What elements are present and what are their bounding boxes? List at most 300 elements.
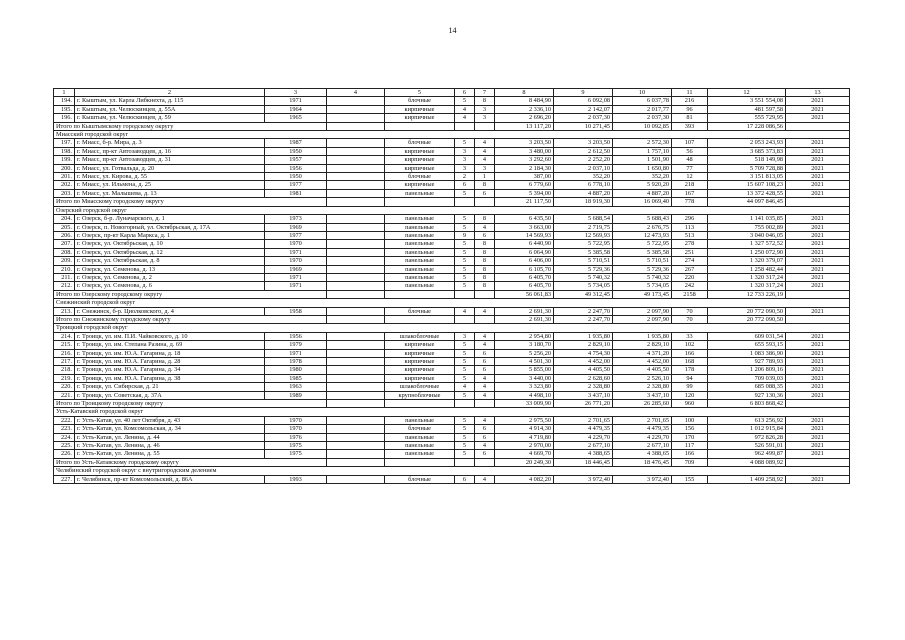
wall-material-cell: кирпичные xyxy=(385,105,455,113)
table-row xyxy=(54,341,850,349)
wall-material-cell: панельные xyxy=(385,416,455,424)
living-area-cell: 2 829,10 xyxy=(554,341,613,349)
district-heading-row xyxy=(54,206,850,214)
wall-material-cell: кирпичные xyxy=(385,349,455,357)
blank-cell xyxy=(385,198,455,206)
entrances-cell: 3 xyxy=(475,164,495,172)
entrances-cell: 4 xyxy=(475,341,495,349)
wall-material-cell: панельные xyxy=(385,442,455,450)
total-area-cell: 4 082,20 xyxy=(495,475,554,483)
table-row xyxy=(54,450,850,458)
residential-area-cell: 5 729,36 xyxy=(613,265,672,273)
year-plan-cell: 2021 xyxy=(786,282,850,290)
living-area-cell: 2 037,30 xyxy=(554,114,613,122)
cost-cell: 3 040 046,05 xyxy=(708,231,786,239)
floors-cell: 5 xyxy=(455,223,475,231)
blank-cell xyxy=(327,458,385,466)
residents-cell: 117 xyxy=(672,442,708,450)
address-cell: г. Усть-Катав, ул. Ленина, д. 44 xyxy=(75,433,265,441)
total-area-cell: 14 569,93 xyxy=(495,231,554,239)
living-area-cell: 3 437,10 xyxy=(554,391,613,399)
cost-cell: 5 709 728,88 xyxy=(708,164,786,172)
residential-area-cell: 6 037,78 xyxy=(613,97,672,105)
year-cell: 1971 xyxy=(265,282,327,290)
total-area-cell: 3 440,00 xyxy=(495,374,554,382)
subtotal-label: Итого по Снежинскому городскому округу xyxy=(54,315,327,323)
floors-cell: 5 xyxy=(455,374,475,382)
district-heading-row xyxy=(54,324,850,332)
total-area-cell: 6 105,70 xyxy=(495,265,554,273)
cost-cell: 12 733 226,19 xyxy=(708,290,786,298)
cost-cell: 1 320 379,07 xyxy=(708,257,786,265)
year-plan-cell: 2021 xyxy=(786,391,850,399)
row-number-cell: 216. xyxy=(54,349,75,357)
total-area-cell: 13 117,20 xyxy=(495,122,554,130)
residents-cell: 12 xyxy=(672,173,708,181)
table-row xyxy=(54,332,850,340)
address-cell: г. Троицк, ул. Советская, д. 37А xyxy=(75,391,265,399)
floors-cell: 5 xyxy=(455,391,475,399)
district-heading: Снежинский городской округ xyxy=(54,299,850,307)
address-cell: г. Троицк, ул. им. Ю.А. Гагарина, д. 38 xyxy=(75,374,265,382)
year-cell: 1969 xyxy=(265,265,327,273)
total-area-cell: 2 696,20 xyxy=(495,114,554,122)
residents-cell: 166 xyxy=(672,349,708,357)
wall-material-cell: кирпичные xyxy=(385,164,455,172)
table-row xyxy=(54,257,850,265)
wall-material-cell: панельные xyxy=(385,282,455,290)
living-area-cell: 5 740,32 xyxy=(554,273,613,281)
cost-cell: 3 151 813,05 xyxy=(708,173,786,181)
row-number-cell: 196. xyxy=(54,114,75,122)
residential-area-cell: 5 920,20 xyxy=(613,181,672,189)
floors-cell: 5 xyxy=(455,257,475,265)
residents-cell: 296 xyxy=(672,215,708,223)
total-area-cell: 4 501,30 xyxy=(495,358,554,366)
total-area-cell: 6 440,90 xyxy=(495,240,554,248)
residents-cell: 267 xyxy=(672,265,708,273)
wall-material-cell: кирпичные xyxy=(385,374,455,382)
residential-area-cell: 4 479,35 xyxy=(613,425,672,433)
table-row xyxy=(54,223,850,231)
entrances-cell: 4 xyxy=(475,475,495,483)
wall-material-cell: панельные xyxy=(385,265,455,273)
subtotal-row xyxy=(54,198,850,206)
entrances-cell: 6 xyxy=(475,366,495,374)
floors-cell: 5 xyxy=(455,215,475,223)
blank-cell xyxy=(385,290,455,298)
floors-cell: 4 xyxy=(455,114,475,122)
year-cell: 1963 xyxy=(265,383,327,391)
total-area-cell: 387,00 xyxy=(495,173,554,181)
entrances-cell: 4 xyxy=(475,307,495,315)
blank-cell xyxy=(327,442,385,450)
entrances-cell: 8 xyxy=(475,215,495,223)
subtotal-row xyxy=(54,315,850,323)
floors-cell: 5 xyxy=(455,358,475,366)
column-header-cell: 12 xyxy=(708,89,786,97)
row-number-cell: 222. xyxy=(54,416,75,424)
residents-cell: 96 xyxy=(672,105,708,113)
year-cell: 1976 xyxy=(265,433,327,441)
table-row xyxy=(54,215,850,223)
table-row xyxy=(54,265,850,273)
entrances-cell: 6 xyxy=(475,433,495,441)
address-cell: г. Троицк, ул. им. П.И. Чайковского, д. 10 xyxy=(75,332,265,340)
year-cell: 1977 xyxy=(265,181,327,189)
cost-cell: 526 591,01 xyxy=(708,442,786,450)
row-number-cell: 195. xyxy=(54,105,75,113)
wall-material-cell: кирпичные xyxy=(385,181,455,189)
district-heading-row xyxy=(54,467,850,475)
table-row xyxy=(54,433,850,441)
blank-cell xyxy=(327,198,385,206)
year-plan-cell xyxy=(786,198,850,206)
year-plan-cell: 2021 xyxy=(786,442,850,450)
residents-cell: 113 xyxy=(672,223,708,231)
year-cell: 1956 xyxy=(265,164,327,172)
address-cell: г. Кыштым, ул. Челюскинцев, д. 55А xyxy=(75,105,265,113)
year-cell: 1971 xyxy=(265,349,327,357)
living-area-cell: 3 203,50 xyxy=(554,139,613,147)
living-area-cell: 5 722,95 xyxy=(554,240,613,248)
blank-cell xyxy=(385,458,455,466)
cost-cell: 927 789,93 xyxy=(708,358,786,366)
table-row xyxy=(54,475,850,483)
residents-cell: 178 xyxy=(672,366,708,374)
total-area-cell: 2 975,50 xyxy=(495,416,554,424)
total-area-cell: 2 691,30 xyxy=(495,307,554,315)
wall-material-cell: кирпичные xyxy=(385,114,455,122)
floors-cell: 3 xyxy=(455,332,475,340)
table-row xyxy=(54,139,850,147)
residential-area-cell: 2 701,65 xyxy=(613,416,672,424)
residents-cell: 170 xyxy=(672,433,708,441)
blank-cell xyxy=(327,366,385,374)
total-area-cell: 4 719,80 xyxy=(495,433,554,441)
wall-material-cell: кирпичные xyxy=(385,156,455,164)
residents-cell: 56 xyxy=(672,147,708,155)
floors-cell: 5 xyxy=(455,433,475,441)
blank-cell xyxy=(455,290,475,298)
entrances-cell: 1 xyxy=(475,173,495,181)
residential-area-cell: 4 388,65 xyxy=(613,450,672,458)
cost-cell: 685 088,35 xyxy=(708,383,786,391)
row-number-cell: 225. xyxy=(54,442,75,450)
wall-material-cell: кирпичные xyxy=(385,341,455,349)
address-cell: г. Миасс, ул. Малышева, д. 13 xyxy=(75,189,265,197)
blank-cell xyxy=(327,416,385,424)
year-plan-cell: 2021 xyxy=(786,425,850,433)
address-cell: г. Усть-Катав, ул. Ленина, д. 46 xyxy=(75,442,265,450)
residents-cell: 513 xyxy=(672,231,708,239)
cost-cell: 1 141 035,85 xyxy=(708,215,786,223)
year-plan-cell: 2021 xyxy=(786,181,850,189)
total-area-cell: 21 117,50 xyxy=(495,198,554,206)
blank-cell xyxy=(455,122,475,130)
blank-cell xyxy=(327,147,385,155)
column-header-cell: 11 xyxy=(672,89,708,97)
entrances-cell: 4 xyxy=(475,332,495,340)
blank-cell xyxy=(327,374,385,382)
floors-cell: 5 xyxy=(455,450,475,458)
address-cell: г. Озерск, ул. Октябрьская, д. 10 xyxy=(75,240,265,248)
table-row xyxy=(54,416,850,424)
residential-area-cell: 1 757,10 xyxy=(613,147,672,155)
cost-cell: 1 320 317,24 xyxy=(708,273,786,281)
residential-area-cell: 2 097,90 xyxy=(613,315,672,323)
table-row xyxy=(54,366,850,374)
living-area-cell: 2 247,70 xyxy=(554,307,613,315)
living-area-cell: 2 628,60 xyxy=(554,374,613,382)
entrances-cell: 4 xyxy=(475,442,495,450)
table-row xyxy=(54,164,850,172)
total-area-cell: 3 292,60 xyxy=(495,156,554,164)
year-cell: 1964 xyxy=(265,105,327,113)
address-cell: г. Озерск, ул. Семенова, д. 2 xyxy=(75,273,265,281)
cost-cell: 13 372 428,55 xyxy=(708,189,786,197)
residential-area-cell: 12 473,93 xyxy=(613,231,672,239)
row-number-cell: 227. xyxy=(54,475,75,483)
blank-cell xyxy=(327,240,385,248)
living-area-cell: 6 092,08 xyxy=(554,97,613,105)
residents-cell: 393 xyxy=(672,122,708,130)
year-cell: 1975 xyxy=(265,442,327,450)
blank-cell xyxy=(475,400,495,408)
entrances-cell: 6 xyxy=(475,349,495,357)
residential-area-cell: 3 972,40 xyxy=(613,475,672,483)
residential-area-cell: 2 017,77 xyxy=(613,105,672,113)
residents-cell: 278 xyxy=(672,240,708,248)
cost-cell: 962 499,87 xyxy=(708,450,786,458)
residential-area-cell: 4 229,70 xyxy=(613,433,672,441)
cost-cell: 518 149,98 xyxy=(708,156,786,164)
wall-material-cell: панельные xyxy=(385,223,455,231)
residents-cell: 778 xyxy=(672,198,708,206)
total-area-cell: 3 180,70 xyxy=(495,341,554,349)
table-row xyxy=(54,240,850,248)
table-row xyxy=(54,282,850,290)
year-cell: 1970 xyxy=(265,257,327,265)
total-area-cell: 6 064,90 xyxy=(495,248,554,256)
row-number-cell: 204. xyxy=(54,215,75,223)
residential-area-cell: 1 501,90 xyxy=(613,156,672,164)
residential-area-cell: 5 385,58 xyxy=(613,248,672,256)
entrances-cell: 8 xyxy=(475,273,495,281)
year-plan-cell: 2021 xyxy=(786,189,850,197)
year-cell: 1973 xyxy=(265,215,327,223)
subtotal-row xyxy=(54,458,850,466)
floors-cell: 2 xyxy=(455,173,475,181)
blank-cell xyxy=(475,290,495,298)
column-header-cell: 7 xyxy=(475,89,495,97)
total-area-cell: 6 405,70 xyxy=(495,273,554,281)
row-number-cell: 226. xyxy=(54,450,75,458)
living-area-cell: 4 388,65 xyxy=(554,450,613,458)
total-area-cell: 5 394,00 xyxy=(495,189,554,197)
floors-cell: 5 xyxy=(455,189,475,197)
blank-cell xyxy=(327,231,385,239)
row-number-cell: 217. xyxy=(54,358,75,366)
wall-material-cell: панельные xyxy=(385,273,455,281)
blank-cell xyxy=(455,315,475,323)
total-area-cell: 8 484,90 xyxy=(495,97,554,105)
residents-cell: 166 xyxy=(672,450,708,458)
total-area-cell: 5 855,00 xyxy=(495,366,554,374)
year-plan-cell xyxy=(786,458,850,466)
residential-area-cell: 1 650,80 xyxy=(613,164,672,172)
blank-cell xyxy=(385,400,455,408)
residents-cell: 120 xyxy=(672,391,708,399)
subtotal-label: Итого по Озерскому городскому округу xyxy=(54,290,327,298)
blank-cell xyxy=(327,139,385,147)
table-row xyxy=(54,383,850,391)
entrances-cell: 6 xyxy=(475,450,495,458)
entrances-cell: 3 xyxy=(475,114,495,122)
residents-cell: 100 xyxy=(672,416,708,424)
total-area-cell: 2 336,10 xyxy=(495,105,554,113)
address-cell: г. Кыштым, ул. Челюскинцев, д. 59 xyxy=(75,114,265,122)
blank-cell xyxy=(475,122,495,130)
address-cell: г. Троицк, ул. им. Степана Разина, д. 69 xyxy=(75,341,265,349)
residents-cell: 99 xyxy=(672,383,708,391)
cost-cell: 3 685 373,83 xyxy=(708,147,786,155)
residents-cell: 81 xyxy=(672,114,708,122)
year-plan-cell xyxy=(786,400,850,408)
blank-cell xyxy=(327,425,385,433)
housing-registry-table xyxy=(53,88,850,484)
total-area-cell: 3 480,00 xyxy=(495,147,554,155)
subtotal-row xyxy=(54,400,850,408)
residents-cell: 70 xyxy=(672,307,708,315)
living-area-cell: 1 935,80 xyxy=(554,332,613,340)
table-row xyxy=(54,307,850,315)
cost-cell: 6 803 868,42 xyxy=(708,400,786,408)
district-heading: Миасский городской округ xyxy=(54,131,850,139)
year-cell: 1980 xyxy=(265,366,327,374)
floors-cell: 6 xyxy=(455,475,475,483)
floors-cell: 4 xyxy=(455,105,475,113)
address-cell: г. Озерск, ул. Октябрьская, д. 8 xyxy=(75,257,265,265)
year-cell: 1969 xyxy=(265,223,327,231)
year-cell: 1970 xyxy=(265,240,327,248)
row-number-cell: 213. xyxy=(54,307,75,315)
address-cell: г. Озерск, ул. Октябрьская, д. 12 xyxy=(75,248,265,256)
residents-cell: 48 xyxy=(672,156,708,164)
residents-cell: 216 xyxy=(672,97,708,105)
row-number-cell: 221. xyxy=(54,391,75,399)
cost-cell: 709 039,03 xyxy=(708,374,786,382)
residents-cell: 70 xyxy=(672,315,708,323)
year-plan-cell: 2021 xyxy=(786,433,850,441)
blank-cell xyxy=(327,189,385,197)
floors-cell: 5 xyxy=(455,240,475,248)
residents-cell: 33 xyxy=(672,332,708,340)
entrances-cell: 8 xyxy=(475,257,495,265)
year-cell: 1950 xyxy=(265,147,327,155)
row-number-cell: 201. xyxy=(54,173,75,181)
address-cell: г. Миасс, пр-кт Автозаводцев, д. 31 xyxy=(75,156,265,164)
floors-cell: 5 xyxy=(455,97,475,105)
table-row xyxy=(54,114,850,122)
entrances-cell: 6 xyxy=(475,189,495,197)
column-header-cell: 1 xyxy=(54,89,75,97)
year-plan-cell: 2021 xyxy=(786,450,850,458)
row-number-cell: 202. xyxy=(54,181,75,189)
address-cell: г. Троицк, ул. им. Ю.А. Гагарина, д. 18 xyxy=(75,349,265,357)
wall-material-cell: крупноблочные xyxy=(385,391,455,399)
living-area-cell: 4 479,35 xyxy=(554,425,613,433)
year-plan-cell: 2021 xyxy=(786,349,850,357)
residential-area-cell: 1 935,80 xyxy=(613,332,672,340)
column-header-cell: 8 xyxy=(495,89,554,97)
page-number: 14 xyxy=(448,26,457,35)
wall-material-cell: блочные xyxy=(385,475,455,483)
residential-area-cell: 4 371,20 xyxy=(613,349,672,357)
entrances-cell: 4 xyxy=(475,223,495,231)
blank-cell xyxy=(455,198,475,206)
entrances-cell: 6 xyxy=(475,231,495,239)
floors-cell: 3 xyxy=(455,147,475,155)
blank-cell xyxy=(327,248,385,256)
wall-material-cell: панельные xyxy=(385,450,455,458)
column-header-cell: 5 xyxy=(385,89,455,97)
year-plan-cell: 2021 xyxy=(786,273,850,281)
table-row xyxy=(54,391,850,399)
residential-area-cell: 5 734,05 xyxy=(613,282,672,290)
column-header-cell: 13 xyxy=(786,89,850,97)
living-area-cell: 3 972,40 xyxy=(554,475,613,483)
year-plan-cell: 2021 xyxy=(786,307,850,315)
address-cell: г. Усть-Катав, ул. 40 лет Октября, д. 43 xyxy=(75,416,265,424)
wall-material-cell: панельные xyxy=(385,257,455,265)
residential-area-cell: 3 437,10 xyxy=(613,391,672,399)
wall-material-cell: кирпичные xyxy=(385,358,455,366)
table-row xyxy=(54,425,850,433)
district-heading-row xyxy=(54,299,850,307)
living-area-cell: 2 677,10 xyxy=(554,442,613,450)
entrances-cell: 4 xyxy=(475,391,495,399)
cost-cell: 1 250 072,90 xyxy=(708,248,786,256)
year-plan-cell: 2021 xyxy=(786,358,850,366)
residents-cell: 2158 xyxy=(672,290,708,298)
year-cell: 1965 xyxy=(265,114,327,122)
address-cell: г. Миасс, ул. Ильмена, д. 25 xyxy=(75,181,265,189)
table-row xyxy=(54,181,850,189)
cost-cell: 44 097 846,45 xyxy=(708,198,786,206)
total-area-cell: 4 498,10 xyxy=(495,391,554,399)
table-row xyxy=(54,156,850,164)
floors-cell: 3 xyxy=(455,164,475,172)
table-row xyxy=(54,442,850,450)
cost-cell: 1 012 915,84 xyxy=(708,425,786,433)
blank-cell xyxy=(327,181,385,189)
blank-cell xyxy=(327,97,385,105)
residential-area-cell: 352,20 xyxy=(613,173,672,181)
address-cell: г. Усть-Катав, ул. Комсомольская, д. 34 xyxy=(75,425,265,433)
column-header-cell: 4 xyxy=(327,89,385,97)
year-cell: 1971 xyxy=(265,248,327,256)
cost-cell: 1 320 317,24 xyxy=(708,282,786,290)
table-row xyxy=(54,248,850,256)
year-plan-cell: 2021 xyxy=(786,105,850,113)
blank-cell xyxy=(327,265,385,273)
cost-cell: 2 053 243,93 xyxy=(708,139,786,147)
row-number-cell: 194. xyxy=(54,97,75,105)
address-cell: г. Снежинск, б-р. Циолковского, д. 4 xyxy=(75,307,265,315)
row-number-cell: 218. xyxy=(54,366,75,374)
residential-area-cell: 4 405,50 xyxy=(613,366,672,374)
